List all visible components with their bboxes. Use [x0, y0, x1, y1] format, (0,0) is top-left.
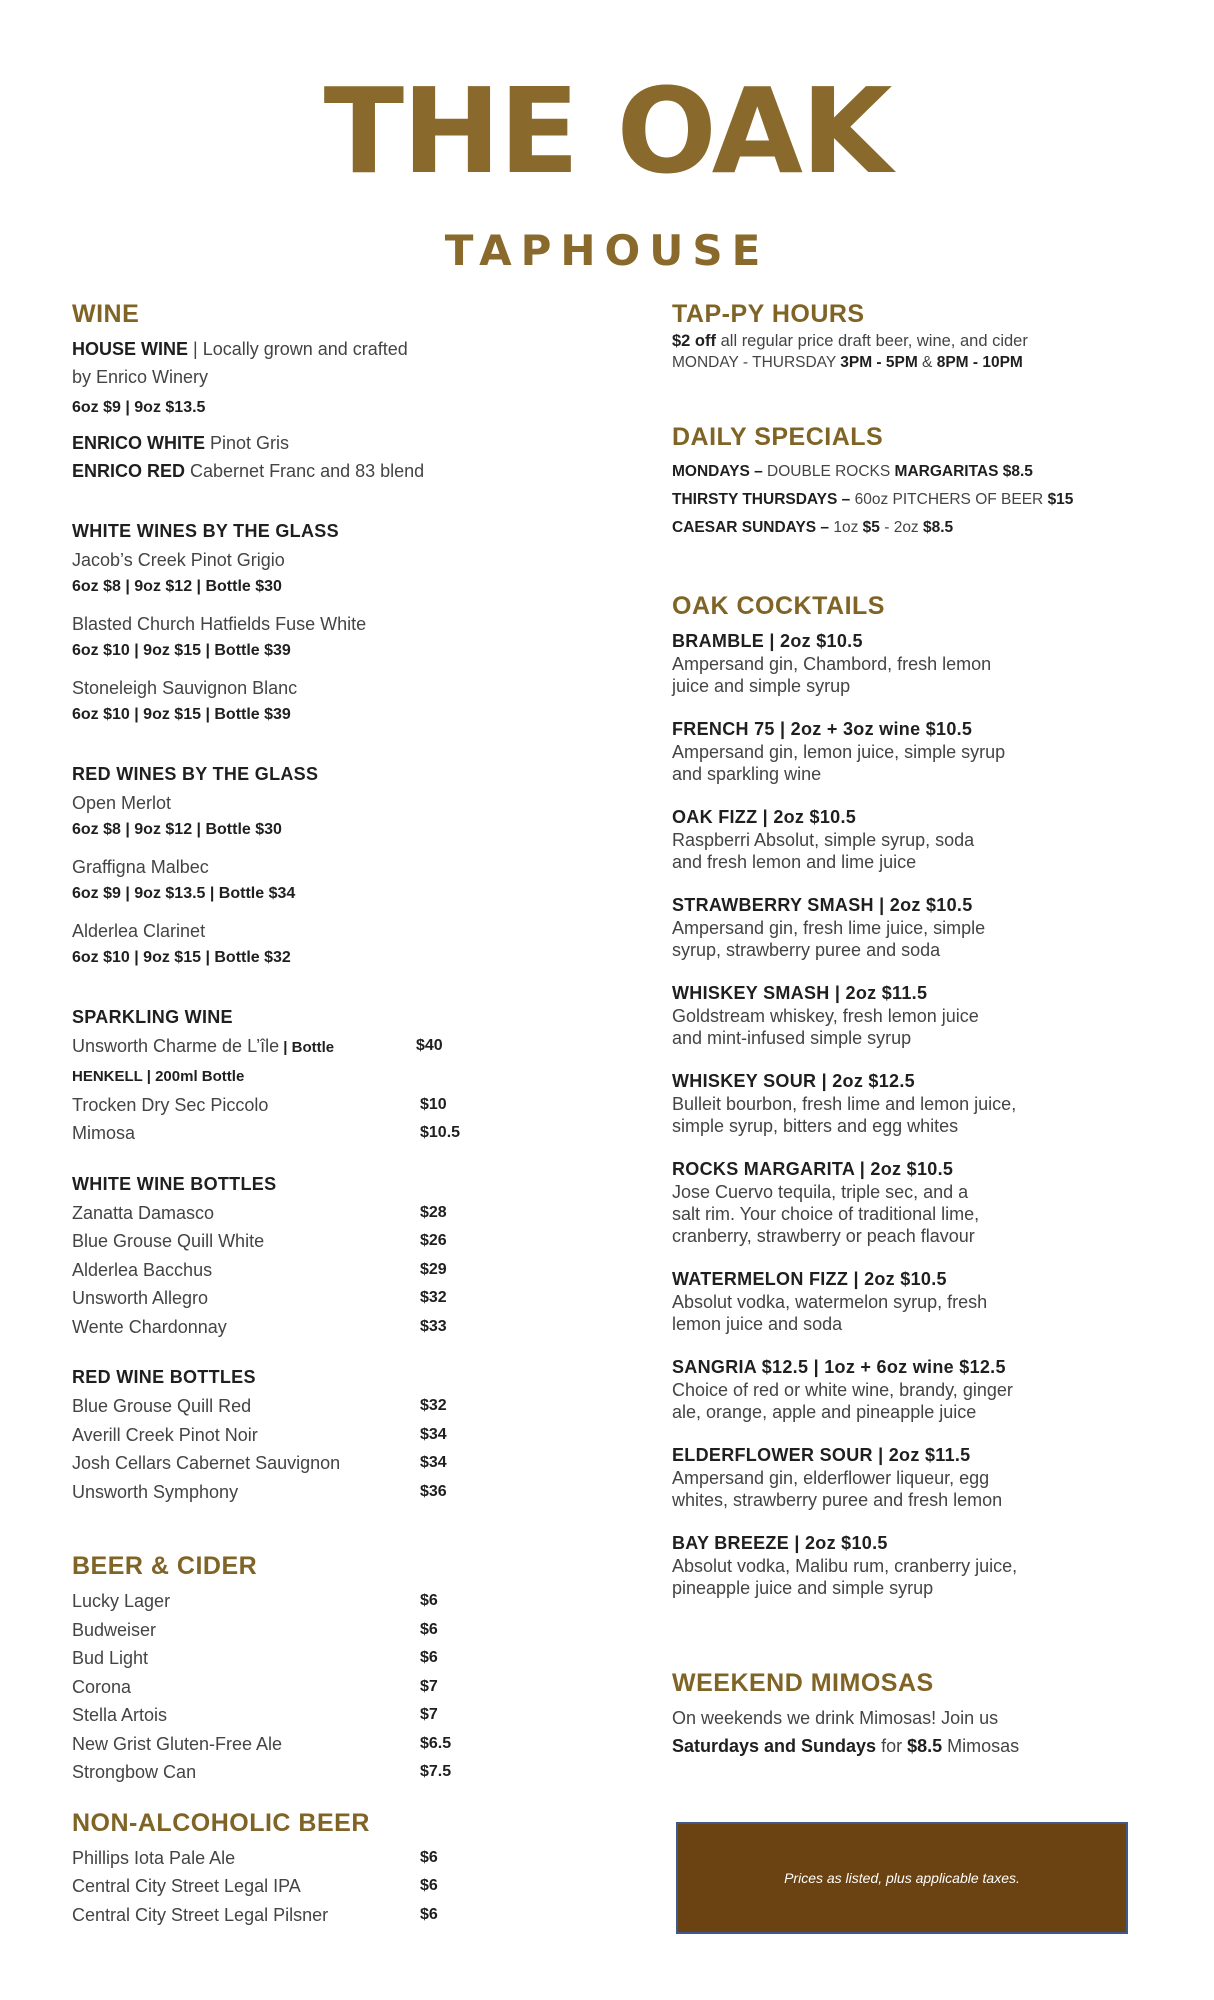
- item-name: Josh Cellars Cabernet Sauvignon: [72, 1453, 341, 1473]
- item-name: Central City Street Legal Pilsner: [72, 1904, 329, 1925]
- list-item: [72, 1872, 532, 1901]
- item-name: Zanatta Damasco: [72, 1202, 215, 1223]
- cocktail-desc-2: and fresh lemon and lime juice: [672, 852, 917, 872]
- wine-item: [72, 789, 532, 843]
- daily-sunday: [672, 514, 1152, 542]
- cocktail-desc-2: pineapple juice and simple syrup: [672, 1578, 934, 1598]
- enrico-red-desc: Cabernet Franc and 83 blend: [185, 461, 425, 481]
- list-item: [72, 1758, 532, 1787]
- item-name: Averill Creek Pinot Noir: [72, 1424, 258, 1445]
- daily-mon-a: MONDAYS –: [672, 463, 768, 480]
- list-item: [72, 1284, 532, 1313]
- item-price: $32: [420, 1397, 447, 1414]
- sparkling-unsworth-suffix: | Bottle: [279, 1039, 335, 1056]
- list-item: [72, 1644, 532, 1673]
- cocktail-desc-2: salt rim. Your choice of traditional lime,: [672, 1204, 980, 1224]
- wine-prices: 6oz $9 | 9oz $13.5 | Bottle $34: [72, 885, 296, 902]
- cocktail-item: [672, 1443, 1152, 1511]
- house-wine-sep: |: [188, 339, 203, 359]
- sparkling-unsworth-name: Unsworth Charme de L’île: [72, 1036, 280, 1056]
- item-price: $6: [420, 1620, 438, 1638]
- brand-subtitle: TAPHOUSE: [444, 226, 770, 275]
- cocktail-list-2: [672, 1267, 1152, 1599]
- item-name: Stella Artois: [72, 1705, 168, 1725]
- item-price: $10.5: [420, 1124, 461, 1141]
- sparkling-title: SPARKLING WINE: [72, 1007, 233, 1027]
- list-item: [72, 1256, 532, 1285]
- tappy-section-title: TAP-PY HOURS: [672, 300, 865, 328]
- enrico-white-desc: Pinot Gris: [205, 433, 290, 453]
- cocktail-desc-3: cranberry, strawberry or peach flavour: [672, 1226, 975, 1246]
- item-name: Strongbow Can: [72, 1762, 197, 1782]
- house-wine-label: HOUSE WINE: [72, 339, 189, 359]
- item-price: $33: [420, 1317, 447, 1335]
- right-column: [672, 300, 1152, 1760]
- tappy-line-1: [672, 331, 1152, 352]
- cocktail-desc-1: Ampersand gin, fresh lime juice, simple: [672, 918, 986, 938]
- non-alc-list: [72, 1844, 532, 1930]
- item-price: $26: [420, 1232, 447, 1249]
- cocktails-section-title: OAK COCKTAILS: [672, 592, 885, 620]
- wine-item: [72, 674, 532, 728]
- daily-section-title: DAILY SPECIALS: [672, 423, 884, 451]
- item-price: $6: [420, 1877, 438, 1894]
- item-price: $6: [420, 1905, 438, 1923]
- cocktail-title: SANGRIA $12.5 | 1oz + 6oz wine $12.5: [672, 1357, 1006, 1377]
- red-glass-list: [72, 789, 532, 971]
- mimosas-line-1: On weekends we drink Mimosas! Join us: [672, 1708, 999, 1728]
- tax-notice: Prices as listed, plus applicable taxes.: [784, 1870, 1020, 1886]
- mimosas-line-2: [672, 1732, 1152, 1760]
- cocktail-item: [672, 981, 1152, 1049]
- cocktail-title: FRENCH 75 | 2oz + 3oz wine $10.5: [672, 719, 973, 739]
- item-price: $7: [420, 1706, 438, 1723]
- left-column: [72, 300, 532, 1929]
- item-price: $34: [420, 1425, 447, 1443]
- brand-title: THE OAK: [323, 62, 891, 200]
- mimosas-for: for: [876, 1736, 908, 1756]
- enrico-white-label: ENRICO WHITE: [72, 433, 205, 453]
- list-item: [72, 1616, 532, 1645]
- list-item: [72, 1091, 532, 1120]
- list-item: [72, 1227, 532, 1256]
- cocktail-desc-2: and mint-infused simple syrup: [672, 1028, 912, 1048]
- item-price: $34: [420, 1454, 447, 1471]
- wine-name: Blasted Church Hatfields Fuse White: [72, 614, 367, 634]
- daily-thursday: [672, 486, 1152, 514]
- white-glass-list: [72, 546, 532, 728]
- wine-name: Graffigna Malbec: [72, 857, 209, 877]
- list-item: [72, 1478, 532, 1507]
- mimosas-section-title: WEEKEND MIMOSAS: [672, 1669, 934, 1697]
- cocktail-item: [672, 629, 1152, 697]
- daily-sun-c: $5: [862, 519, 880, 536]
- wine-name: Jacob’s Creek Pinot Grigio: [72, 550, 285, 570]
- list-item: [72, 1392, 532, 1421]
- red-bottles-title: RED WINE BOTTLES: [72, 1367, 256, 1387]
- wine-item: [72, 917, 532, 971]
- item-name: Phillips Iota Pale Ale: [72, 1847, 236, 1868]
- white-bottles-title: WHITE WINE BOTTLES: [72, 1173, 277, 1194]
- wine-item: [72, 546, 532, 600]
- list-item: [72, 1449, 532, 1478]
- list-item: [72, 1587, 532, 1616]
- red-bottles-list: [72, 1392, 532, 1506]
- cocktail-item: [672, 893, 1152, 961]
- enrico-white: [72, 429, 532, 457]
- house-wine-desc-1: Locally grown and crafted: [202, 339, 408, 359]
- cocktail-title: WHISKEY SOUR | 2oz $12.5: [672, 1071, 915, 1091]
- wine-prices: 6oz $10 | 9oz $15 | Bottle $39: [72, 642, 291, 659]
- item-price: $32: [420, 1289, 447, 1306]
- tappy-days: MONDAY - THURSDAY: [672, 354, 841, 371]
- item-price: $36: [420, 1482, 447, 1500]
- cocktail-desc-1: Absolut vodka, Malibu rum, cranberry juice,: [672, 1556, 1018, 1576]
- list-item: [72, 1901, 532, 1930]
- item-name: Blue Grouse Quill White: [72, 1231, 265, 1251]
- item-name: Trocken Dry Sec Piccolo: [72, 1094, 269, 1115]
- white-glass-title: WHITE WINES BY THE GLASS: [72, 521, 339, 541]
- cocktail-title: ELDERFLOWER SOUR | 2oz $11.5: [672, 1445, 971, 1465]
- cocktail-desc-1: Ampersand gin, Chambord, fresh lemon: [672, 654, 992, 674]
- daily-sun-e: $8.5: [923, 519, 954, 536]
- list-item: [72, 1313, 532, 1342]
- mimosas-days: Saturdays and Sundays: [672, 1736, 877, 1756]
- wine-section-title: WINE: [72, 300, 140, 328]
- item-price: $28: [420, 1203, 447, 1221]
- item-name: Budweiser: [72, 1619, 157, 1640]
- enrico-red-label: ENRICO RED: [72, 461, 186, 481]
- item-name: Bud Light: [72, 1648, 149, 1668]
- item-name: Lucky Lager: [72, 1591, 171, 1611]
- cocktail-desc-2: ale, orange, apple and pineapple juice: [672, 1402, 977, 1422]
- item-price: $6: [420, 1848, 438, 1866]
- mimosas-price: $8.5: [907, 1736, 943, 1756]
- cocktail-title: OAK FIZZ | 2oz $10.5: [672, 807, 857, 827]
- mimosas-end: Mimosas: [942, 1736, 1020, 1756]
- cocktail-desc-1: Raspberri Absolut, simple syrup, soda: [672, 830, 975, 850]
- cocktail-title: ROCKS MARGARITA | 2oz $10.5: [672, 1159, 954, 1179]
- beer-list: [72, 1587, 532, 1787]
- cocktail-item: [672, 1267, 1152, 1335]
- tax-notice-box: [676, 1822, 1128, 1934]
- item-price: $6: [420, 1649, 438, 1666]
- item-price: $10: [420, 1095, 447, 1113]
- red-glass-title: RED WINES BY THE GLASS: [72, 764, 319, 784]
- non-alc-section-title: NON-ALCOHOLIC BEER: [72, 1808, 370, 1837]
- item-price: $7.5: [420, 1763, 452, 1780]
- cocktail-title: BAY BREEZE | 2oz $10.5: [672, 1533, 888, 1553]
- daily-sun-d: - 2oz: [879, 519, 923, 536]
- item-name: Unsworth Symphony: [72, 1481, 239, 1502]
- cocktail-desc-2: and sparkling wine: [672, 764, 822, 784]
- list-item: [72, 1673, 532, 1702]
- tappy-rest: all regular price draft beer, wine, and cider: [716, 332, 1028, 350]
- cocktail-desc-2: lemon juice and soda: [672, 1314, 843, 1334]
- cocktail-desc-1: Choice of red or white wine, brandy, ginger: [672, 1380, 1013, 1400]
- cocktail-item: [672, 1355, 1152, 1423]
- item-name: Central City Street Legal IPA: [72, 1876, 301, 1896]
- daily-mon-c: MARGARITAS $8.5: [894, 463, 1033, 480]
- item-price: $6.5: [420, 1734, 452, 1752]
- wine-name: Alderlea Clarinet: [72, 921, 206, 941]
- wine-item: [72, 853, 532, 907]
- daily-thu-a: THIRSTY THURSDAYS –: [672, 491, 855, 508]
- cocktail-item: [672, 717, 1152, 785]
- house-wine-prices: 6oz $9 | 9oz $13.5: [72, 399, 206, 416]
- item-name: Wente Chardonnay: [72, 1316, 227, 1337]
- cocktail-title: BRAMBLE | 2oz $10.5: [672, 631, 863, 651]
- cocktail-desc-2: whites, strawberry puree and fresh lemon: [672, 1490, 1003, 1510]
- daily-thu-b: 60oz PITCHERS OF BEER: [854, 491, 1048, 508]
- sparkling-unsworth-price: $40: [416, 1037, 443, 1054]
- tappy-time-2: 8PM - 10PM: [936, 354, 1023, 371]
- cocktail-desc-1: Ampersand gin, elderflower liqueur, egg: [672, 1468, 990, 1488]
- tappy-bold: $2 off: [672, 332, 717, 350]
- enrico-red: [72, 457, 532, 485]
- house-wine-desc-2: by Enrico Winery: [72, 367, 209, 387]
- cocktail-item: [672, 1069, 1152, 1137]
- list-item: [72, 1701, 532, 1730]
- list-item: [72, 1730, 532, 1759]
- cocktail-title: STRAWBERRY SMASH | 2oz $10.5: [672, 895, 973, 915]
- cocktail-list: [672, 629, 1152, 1137]
- item-name: New Grist Gluten-Free Ale: [72, 1733, 283, 1754]
- cocktail-title: WHISKEY SMASH | 2oz $11.5: [672, 983, 928, 1003]
- wine-name: Stoneleigh Sauvignon Blanc: [72, 678, 298, 698]
- daily-monday: [672, 458, 1152, 486]
- item-name: Alderlea Bacchus: [72, 1259, 213, 1280]
- cocktail-desc-1: Bulleit bourbon, fresh lime and lemon juice,: [672, 1094, 1017, 1114]
- cocktail-item: [672, 1157, 1152, 1247]
- cocktail-desc-2: simple syrup, bitters and egg whites: [672, 1116, 959, 1136]
- item-price: $6: [420, 1592, 438, 1609]
- wine-prices: 6oz $8 | 9oz $12 | Bottle $30: [72, 821, 282, 838]
- sparkling-unsworth: [72, 1032, 532, 1063]
- white-bottles-list: [72, 1199, 532, 1342]
- beer-section-title: BEER & CIDER: [72, 1552, 258, 1580]
- cocktail-item: [672, 805, 1152, 873]
- tappy-amp: &: [917, 354, 937, 371]
- daily-sun-a: CAESAR SUNDAYS –: [672, 519, 834, 536]
- item-price: $29: [420, 1260, 447, 1278]
- item-price: $7: [420, 1677, 438, 1695]
- list-item: [72, 1119, 532, 1148]
- house-wine: [72, 335, 532, 391]
- cocktail-desc-1: Goldstream whiskey, fresh lemon juice: [672, 1006, 979, 1026]
- cocktail-desc-1: Ampersand gin, lemon juice, simple syrup: [672, 742, 1006, 762]
- sparkling-list: [72, 1091, 532, 1148]
- daily-sun-b: 1oz: [833, 519, 863, 536]
- cocktail-desc-2: syrup, strawberry puree and soda: [672, 940, 941, 960]
- tappy-line-2: [672, 352, 1152, 373]
- daily-mon-b: DOUBLE ROCKS: [767, 463, 895, 480]
- list-item: [72, 1199, 532, 1228]
- list-item: [72, 1421, 532, 1450]
- daily-thu-c: $15: [1047, 491, 1074, 508]
- cocktail-desc-2: juice and simple syrup: [672, 676, 851, 696]
- item-name: Unsworth Allegro: [72, 1288, 209, 1308]
- cocktail-desc-1: Absolut vodka, watermelon syrup, fresh: [672, 1292, 988, 1312]
- list-item: [72, 1844, 532, 1873]
- cocktail-item: [672, 1531, 1152, 1599]
- wine-prices: 6oz $10 | 9oz $15 | Bottle $32: [72, 949, 291, 966]
- item-name: Corona: [72, 1676, 132, 1697]
- cocktail-title: WATERMELON FIZZ | 2oz $10.5: [672, 1269, 947, 1289]
- tappy-time-1: 3PM - 5PM: [840, 354, 918, 371]
- henkell-label: HENKELL | 200ml Bottle: [72, 1067, 245, 1085]
- wine-prices: 6oz $10 | 9oz $15 | Bottle $39: [72, 706, 291, 723]
- wine-prices: 6oz $8 | 9oz $12 | Bottle $30: [72, 578, 282, 595]
- wine-item: [72, 610, 532, 664]
- item-name: Mimosa: [72, 1123, 136, 1143]
- brand-header: [0, 62, 1214, 275]
- cocktail-desc-1: Jose Cuervo tequila, triple sec, and a: [672, 1182, 969, 1202]
- item-name: Blue Grouse Quill Red: [72, 1396, 252, 1416]
- wine-name: Open Merlot: [72, 793, 172, 813]
